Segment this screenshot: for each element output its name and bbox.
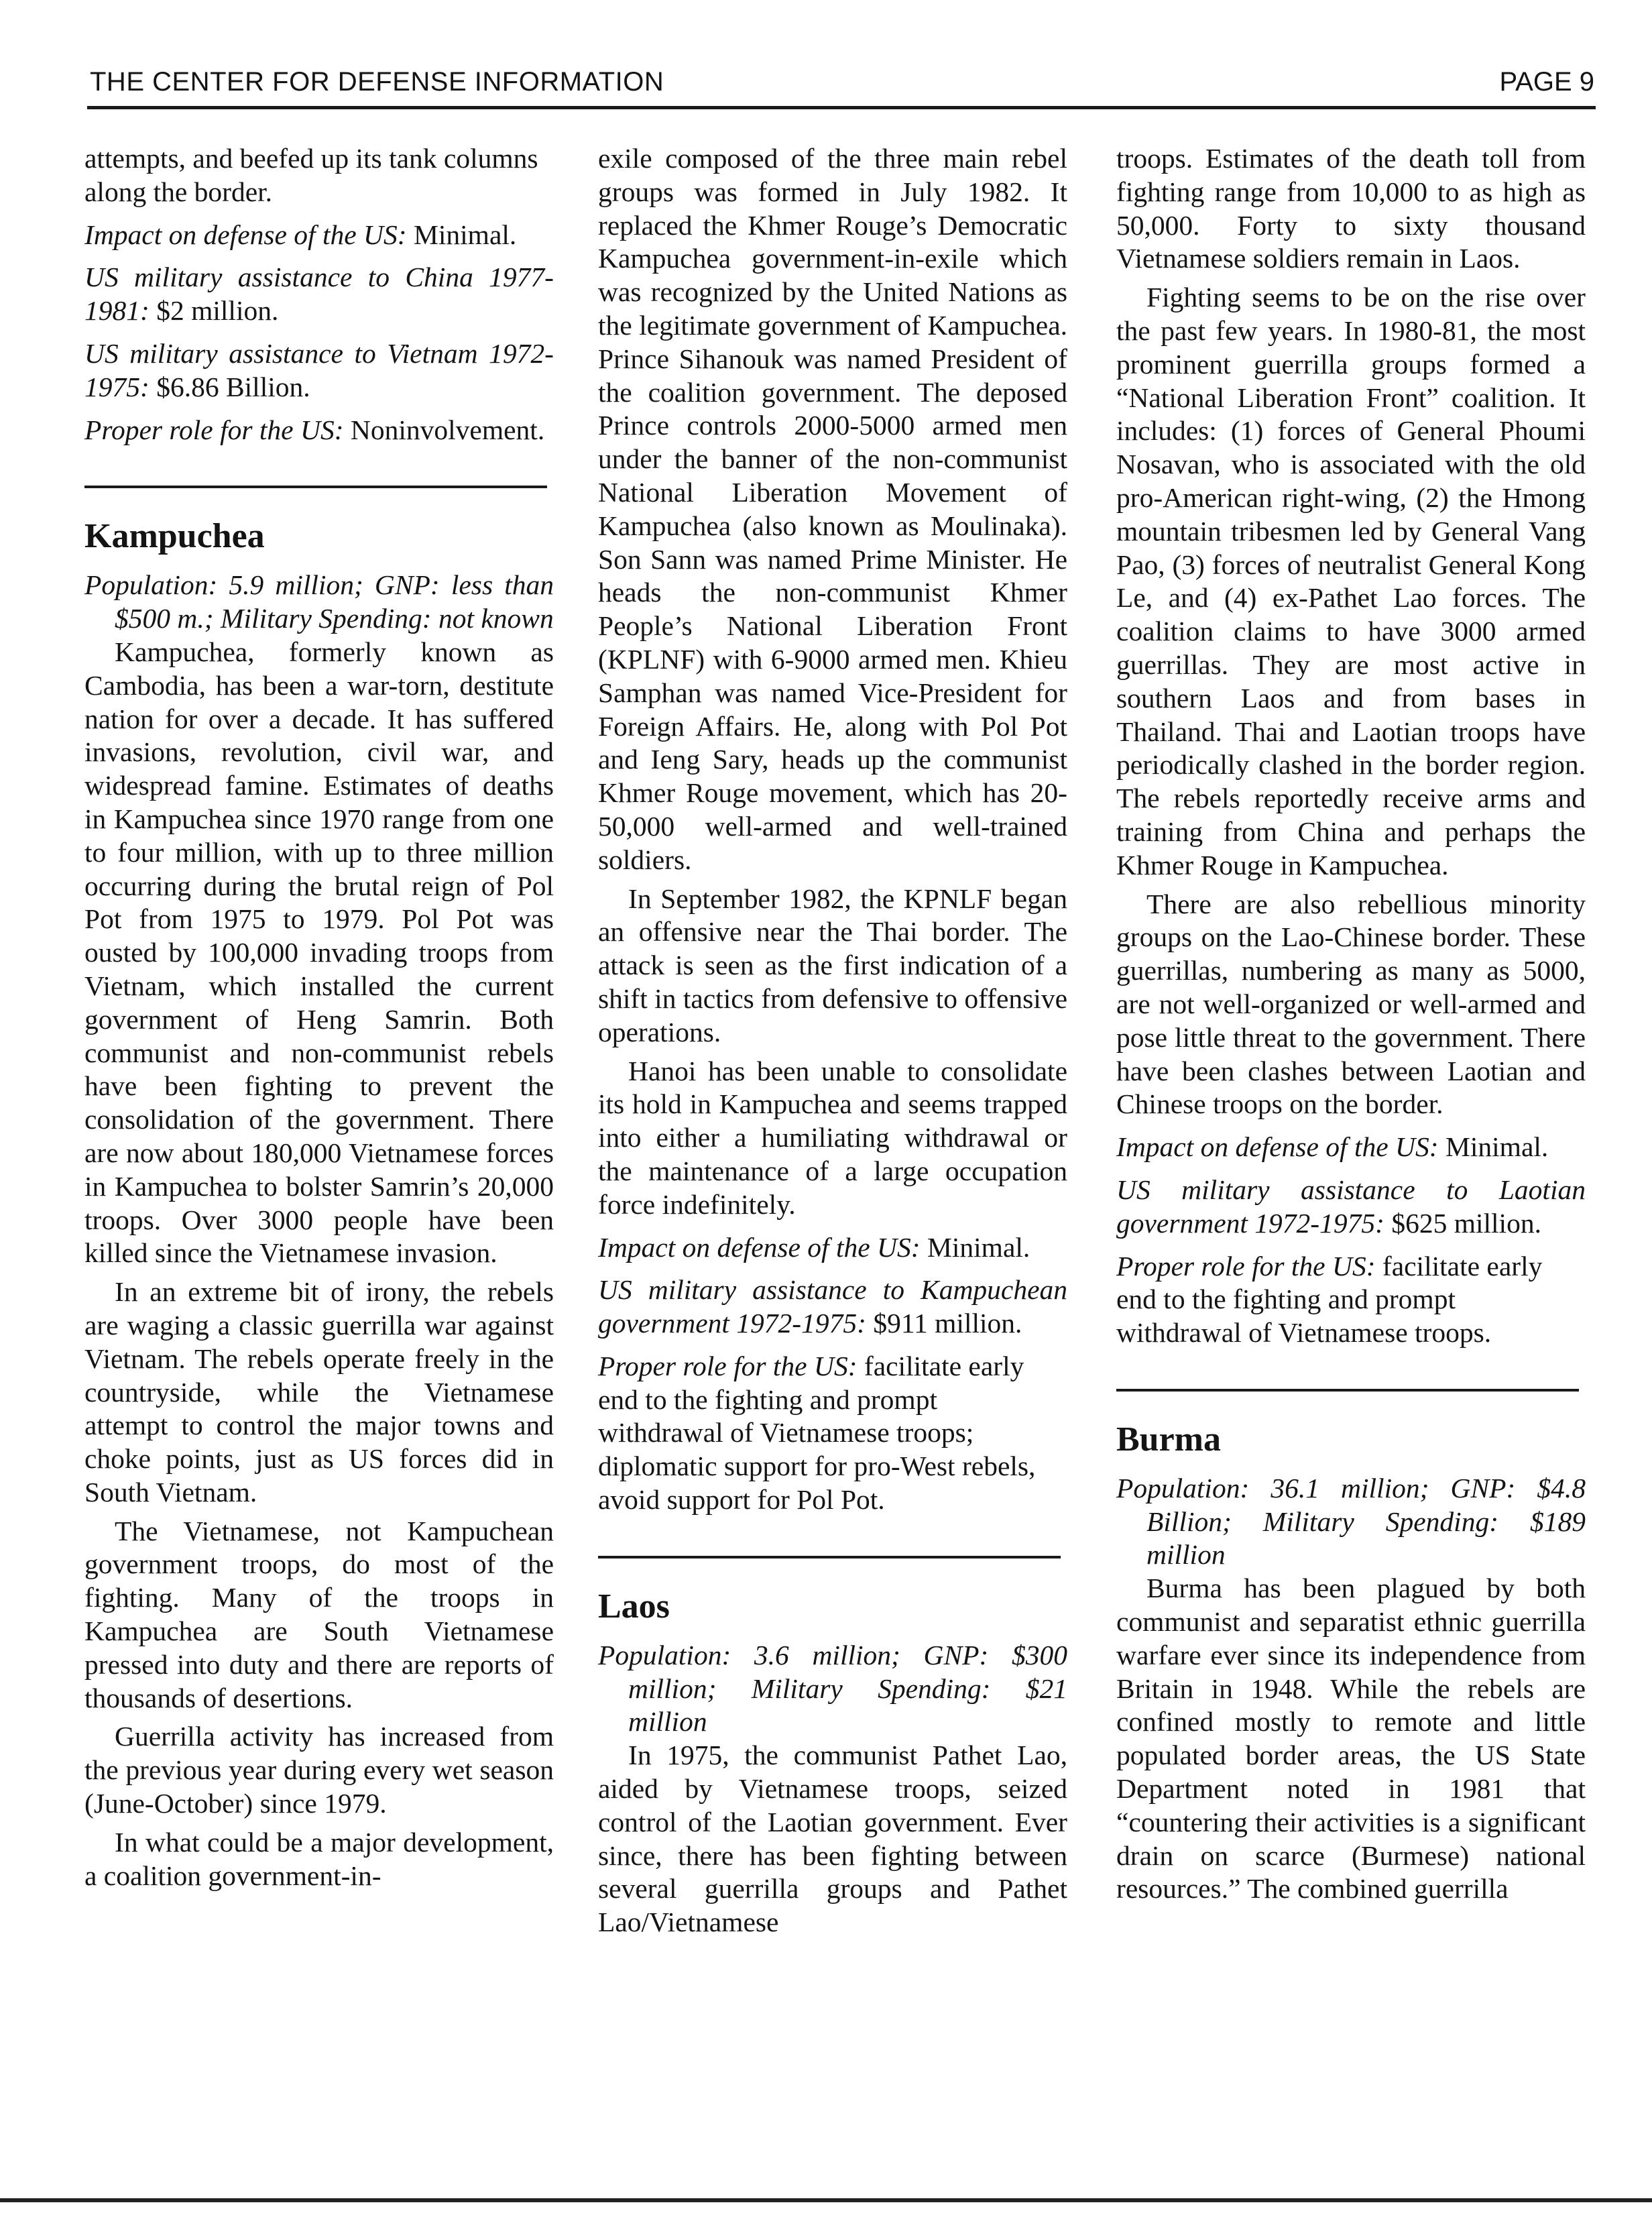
section-heading-laos: Laos xyxy=(598,1587,670,1626)
role-note xyxy=(598,1350,1067,1517)
page-header xyxy=(87,59,1596,109)
paragraph: In an extreme bit of irony, the rebels are waging a classic guerrilla war against Vietnam. The rebels operate freely in the countryside, while the Vietnamese attempt to control the major towns and choke points, just as US forces did in South Vietnam. xyxy=(84,1276,554,1508)
aid-china-note xyxy=(84,261,554,328)
aid-vietnam-note xyxy=(84,337,554,404)
paragraph: In 1975, the communist Pathet Lao, aided by Vietnamese troops, seized control of the Laotian government. Ever since, there has been fighting between several guerrilla groups and Pathet Lao/Vietnamese xyxy=(598,1740,1067,1938)
laos-stats: Population: 3.6 million; GNP: $300 million; Military Spending: $21 million xyxy=(598,1639,1067,1738)
page-number: PAGE 9 xyxy=(1499,67,1594,97)
aid-value: $6.86 Billion. xyxy=(156,371,310,402)
impact-label: Impact on defense of the US: xyxy=(598,1231,921,1263)
impact-note xyxy=(84,219,554,252)
section-heading-burma: Burma xyxy=(1116,1420,1221,1459)
aid-label: US military assistance to China 1977-1981: xyxy=(84,262,554,327)
impact-value: Minimal. xyxy=(413,219,517,250)
paragraph: Burma has been plagued by both communist and separatist ethnic guerrilla warfare ever since its independence from Britain in 1948. While the rebels are confined mostly to remote and little populated border areas, the US State Department noted in 1981 that “countering their activities is a significant drain on scarce (Burmese) national resources.” The combined guerrilla xyxy=(1116,1573,1586,1905)
column-2 xyxy=(598,142,1067,1939)
role-value: facilitate early end to the fighting and prompt withdrawal of Vietnamese troops; diplomatic support for pro-West rebels, avoid support for Pol Pot. xyxy=(598,1350,1036,1516)
section-divider xyxy=(598,1556,1061,1558)
paragraph: troops. Estimates of the death toll from fighting range from 10,000 to as high as 50,000. Forty to sixty thousand Vietnamese soldiers remain in Laos. xyxy=(1116,143,1586,274)
role-value: Noninvolvement. xyxy=(350,414,545,445)
paragraph: exile composed of the three main rebel groups was formed in July 1982. It replaced the Khmer Rouge’s Democratic Kampuchea government-in-exile which was recognized by the United Nations as the legitimate government of Kampuchea. Prince Sihanouk was named President of the coalition government. The deposed Prince controls 2000-5000 armed men under the banner of the non-communist National Liberation Movement of Kampuchea (also known as Moulinaka). Son Sann was named Prime Minister. He heads the non-communist Khmer People’s National Liberation Front (KPLNF) with 6-9000 armed men. Khieu Samphan was named Vice-President for Foreign Affairs. He, along with Pol Pot and Ieng Sary, heads up the communist Khmer Rouge movement, which has 20-50,000 well-armed and well-trained soldiers. xyxy=(598,143,1067,875)
aid-label: US military assistance to Kampuchean government 1972-1975: xyxy=(598,1274,1067,1339)
role-label: Proper role for the US: xyxy=(1116,1250,1376,1282)
section-heading-kampuchea: Kampuchea xyxy=(84,517,265,556)
footer-rule xyxy=(0,2198,1652,2202)
paragraph: attempts, and beefed up its tank columns along the border. xyxy=(84,143,538,207)
impact-value: Minimal. xyxy=(1445,1131,1549,1163)
aid-value: $2 million. xyxy=(156,295,279,327)
kampuchea-stats: Population: 5.9 million; GNP: less than $500 m.; Military Spending: not known xyxy=(84,569,554,634)
paragraph: There are also rebellious minority groups on the Lao-Chinese border. These guerrillas, numbering as many as 5000, are not well-organized or well-armed and pose little threat to the government. There have been clashes between Laotian and Chinese troops on the border. xyxy=(1116,888,1586,1120)
paragraph: The Vietnamese, not Kampuchean government troops, do most of the fighting. Many of the troops in Kampuchea are South Vietnamese pressed into duty and there are reports of thousands of desertions. xyxy=(84,1515,554,1713)
publication-title: THE CENTER FOR DEFENSE INFORMATION xyxy=(90,67,664,97)
impact-label: Impact on defense of the US: xyxy=(1116,1131,1439,1163)
role-note xyxy=(84,414,554,447)
paragraph: Hanoi has been unable to consolidate its hold in Kampuchea and seems trapped into either a humiliating withdrawal or the maintenance of a large occupation force indefinitely. xyxy=(598,1055,1067,1220)
role-label: Proper role for the US: xyxy=(598,1350,858,1381)
paragraph: In September 1982, the KPNLF began an offensive near the Thai border. The attack is seen as the first indication of a shift in tactics from defensive to offensive operations. xyxy=(598,883,1067,1047)
paragraph: Fighting seems to be on the rise over the past few years. In 1980-81, the most prominent guerrilla groups formed a “National Liberation Front” coalition. It includes: (1) forces of General Phoumi Nosavan, who is associated with the old pro-American right-wing, (2) the Hmong mountain tribesmen led by General Vang Pao, (3) forces of neutralist General Kong Le, and (4) ex-Pathet Lao forces. The coalition claims to have 3000 armed guerrillas. They are most active in southern Laos and from bases in Thailand. Thai and Laotian troops have periodically clashed in the border region. The rebels reportedly receive arms and training from China and perhaps the Khmer Rouge in Kampuchea. xyxy=(1116,282,1586,881)
paragraph: Guerrilla activity has increased from the previous year during every wet season (June-October) since 1979. xyxy=(84,1721,554,1819)
aid-label: US military assistance to Laotian government 1972-1975: xyxy=(1116,1174,1586,1239)
impact-value: Minimal. xyxy=(927,1231,1030,1263)
role-label: Proper role for the US: xyxy=(84,414,344,445)
paragraph: Kampuchea, formerly known as Cambodia, has been a war-torn, destitute nation for over a decade. It has suffered invasions, revolution, civil war, and widespread famine. Estimates of deaths in Kampuchea since 1970 range from one to four million, with up to three million occurring during the brutal reign of Pol Pot from 1975 to 1979. Pol Pot was ousted by 100,000 invading troops from Vietnam, which installed the current government of Heng Samrin. Both communist and non-communist rebels have been fighting to prevent the consolidation of the government. There are now about 180,000 Vietnamese forces in Kampuchea to bolster Samrin’s 20,000 troops. Over 3000 people have been killed since the Vietnamese invasion. xyxy=(84,636,554,1269)
aid-note xyxy=(598,1273,1067,1341)
aid-label: US military assistance to Vietnam 1972-1975: xyxy=(84,337,554,402)
aid-value: $625 million. xyxy=(1391,1207,1541,1239)
paragraph: In what could be a major development, a coalition government-in- xyxy=(84,1826,554,1891)
section-divider xyxy=(84,486,547,488)
burma-stats: Population: 36.1 million; GNP: $4.8 Billion; Military Spending: $189 million xyxy=(1116,1472,1586,1571)
impact-note xyxy=(1116,1131,1586,1164)
role-note xyxy=(1116,1250,1586,1350)
aid-value: $911 million. xyxy=(873,1308,1022,1339)
role-value: facilitate early end to the fighting and prompt withdrawal of Vietnamese troops. xyxy=(1116,1250,1543,1349)
section-divider xyxy=(1116,1389,1579,1392)
impact-note xyxy=(598,1231,1067,1265)
column-3 xyxy=(1116,142,1586,1906)
column-1 xyxy=(84,142,554,1892)
aid-note xyxy=(1116,1174,1586,1241)
impact-label: Impact on defense of the US: xyxy=(84,219,407,250)
